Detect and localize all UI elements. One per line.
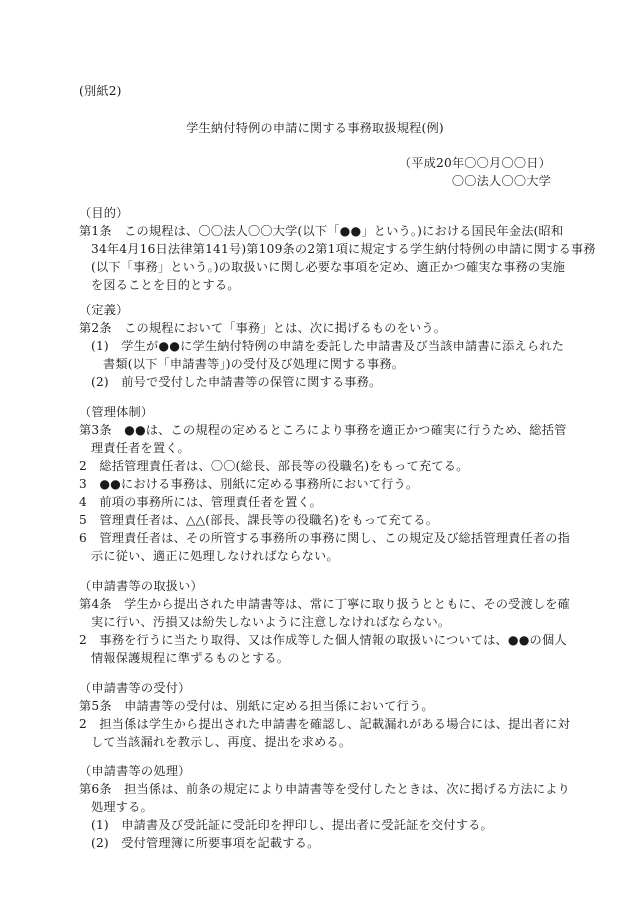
article-1-line: 34年4月16日法律第141号)第109条の2第1項に規定する学生納付特例の申請に関する事務 [91, 242, 596, 256]
article-1-line: を図ることを目的とする。 [91, 278, 240, 292]
article-3-paragraph-cont: 示に従い、適正に処理しなければならない。 [91, 549, 339, 563]
article-6-line: 処理する。 [91, 800, 153, 814]
article-3-line: 第3条 ●●は、この規程の定めるところにより事務を適正かつ確実に行うため、総括管 [79, 423, 567, 437]
article-1-line: (以下「事務」という。)の取扱いに関し必要な事項を定め、適正かつ確実な事務の実施 [91, 260, 566, 274]
article-4-line: 第4条 学生から提出された申請書等は、常に丁寧に取り扱うとともに、その受渡しを確 [79, 597, 571, 611]
attachment-label: (別紙2) [79, 84, 122, 98]
article-3-paragraph: 5 管理責任者は、△△(部長、課長等の役職名)をもって充てる。 [79, 513, 439, 527]
article-3-paragraph: 2 総括管理責任者は、〇〇(総長、部長等の役職名)をもって充てる。 [79, 459, 469, 473]
article-1-line: 第1条 この規程は、〇〇法人〇〇大学(以下「●●」という。)における国民年金法(昭和 [79, 224, 564, 238]
article-2-item: (2) 前号で受付した申請書等の保管に関する事務。 [91, 375, 382, 389]
article-2-item: (1) 学生が●●に学生納付特例の申請を委託した申請書及び当該申請書に添えられた [91, 339, 565, 353]
organization-name: 〇〇法人〇〇大学 [451, 174, 551, 188]
article-6-heading: （申請書等の処理） [79, 764, 191, 778]
article-3-line: 理責任者を置く。 [91, 441, 190, 455]
article-6-item: (2) 受付管理簿に所要事項を記載する。 [91, 836, 320, 850]
article-3-heading: （管理体制） [79, 405, 154, 419]
article-2-item-cont: 書類(以下「申請書等」)の受付及び処理に関する事務。 [103, 357, 405, 371]
article-5-paragraph-cont: して当該漏れを教示し、再度、提出を求める。 [91, 735, 352, 749]
document-date: （平成20年〇〇月〇〇日） [398, 156, 551, 170]
article-3-paragraph: 6 管理責任者は、その所管する事務所の事務に関し、この規定及び総括管理責任者の指 [79, 531, 571, 545]
page-title: 学生納付特例の申請に関する事務取扱規程(例) [186, 121, 444, 135]
article-4-paragraph: 2 事務を行うに当たり取得、又は作成等した個人情報の取扱いについては、●●の個人 [79, 633, 567, 647]
article-1-heading: （目的） [79, 206, 129, 220]
article-4-line: 実に行い、汚損又は紛失しないように注意しなければならない。 [91, 615, 451, 629]
article-4-heading: （申請書等の取扱い） [79, 579, 203, 593]
article-3-paragraph: 4 前項の事務所には、管理責任者を置く。 [79, 495, 323, 509]
article-3-paragraph: 3 ●●における事務は、別紙に定める事務所において行う。 [79, 477, 419, 491]
article-2-heading: （定義） [79, 303, 129, 317]
article-5-paragraph: 2 担当係は学生から提出された申請書を確認し、記載漏れがある場合には、提出者に対 [79, 717, 571, 731]
article-6-line: 第6条 担当係は、前条の規定により申請書等を受付したときは、次に掲げる方法により [79, 782, 571, 796]
article-5-line: 第5条 申請書等の受付は、別紙に定める担当係において行う。 [79, 699, 434, 713]
article-4-paragraph-cont: 情報保護規程に準ずるものとする。 [91, 651, 290, 665]
article-2-line: 第2条 この規程において「事務」とは、次に掲げるものをいう。 [79, 321, 447, 335]
article-6-item: (1) 申請書及び受託証に受託印を押印し、提出者に受託証を交付する。 [91, 818, 493, 832]
article-5-heading: （申請書等の受付） [79, 681, 191, 695]
